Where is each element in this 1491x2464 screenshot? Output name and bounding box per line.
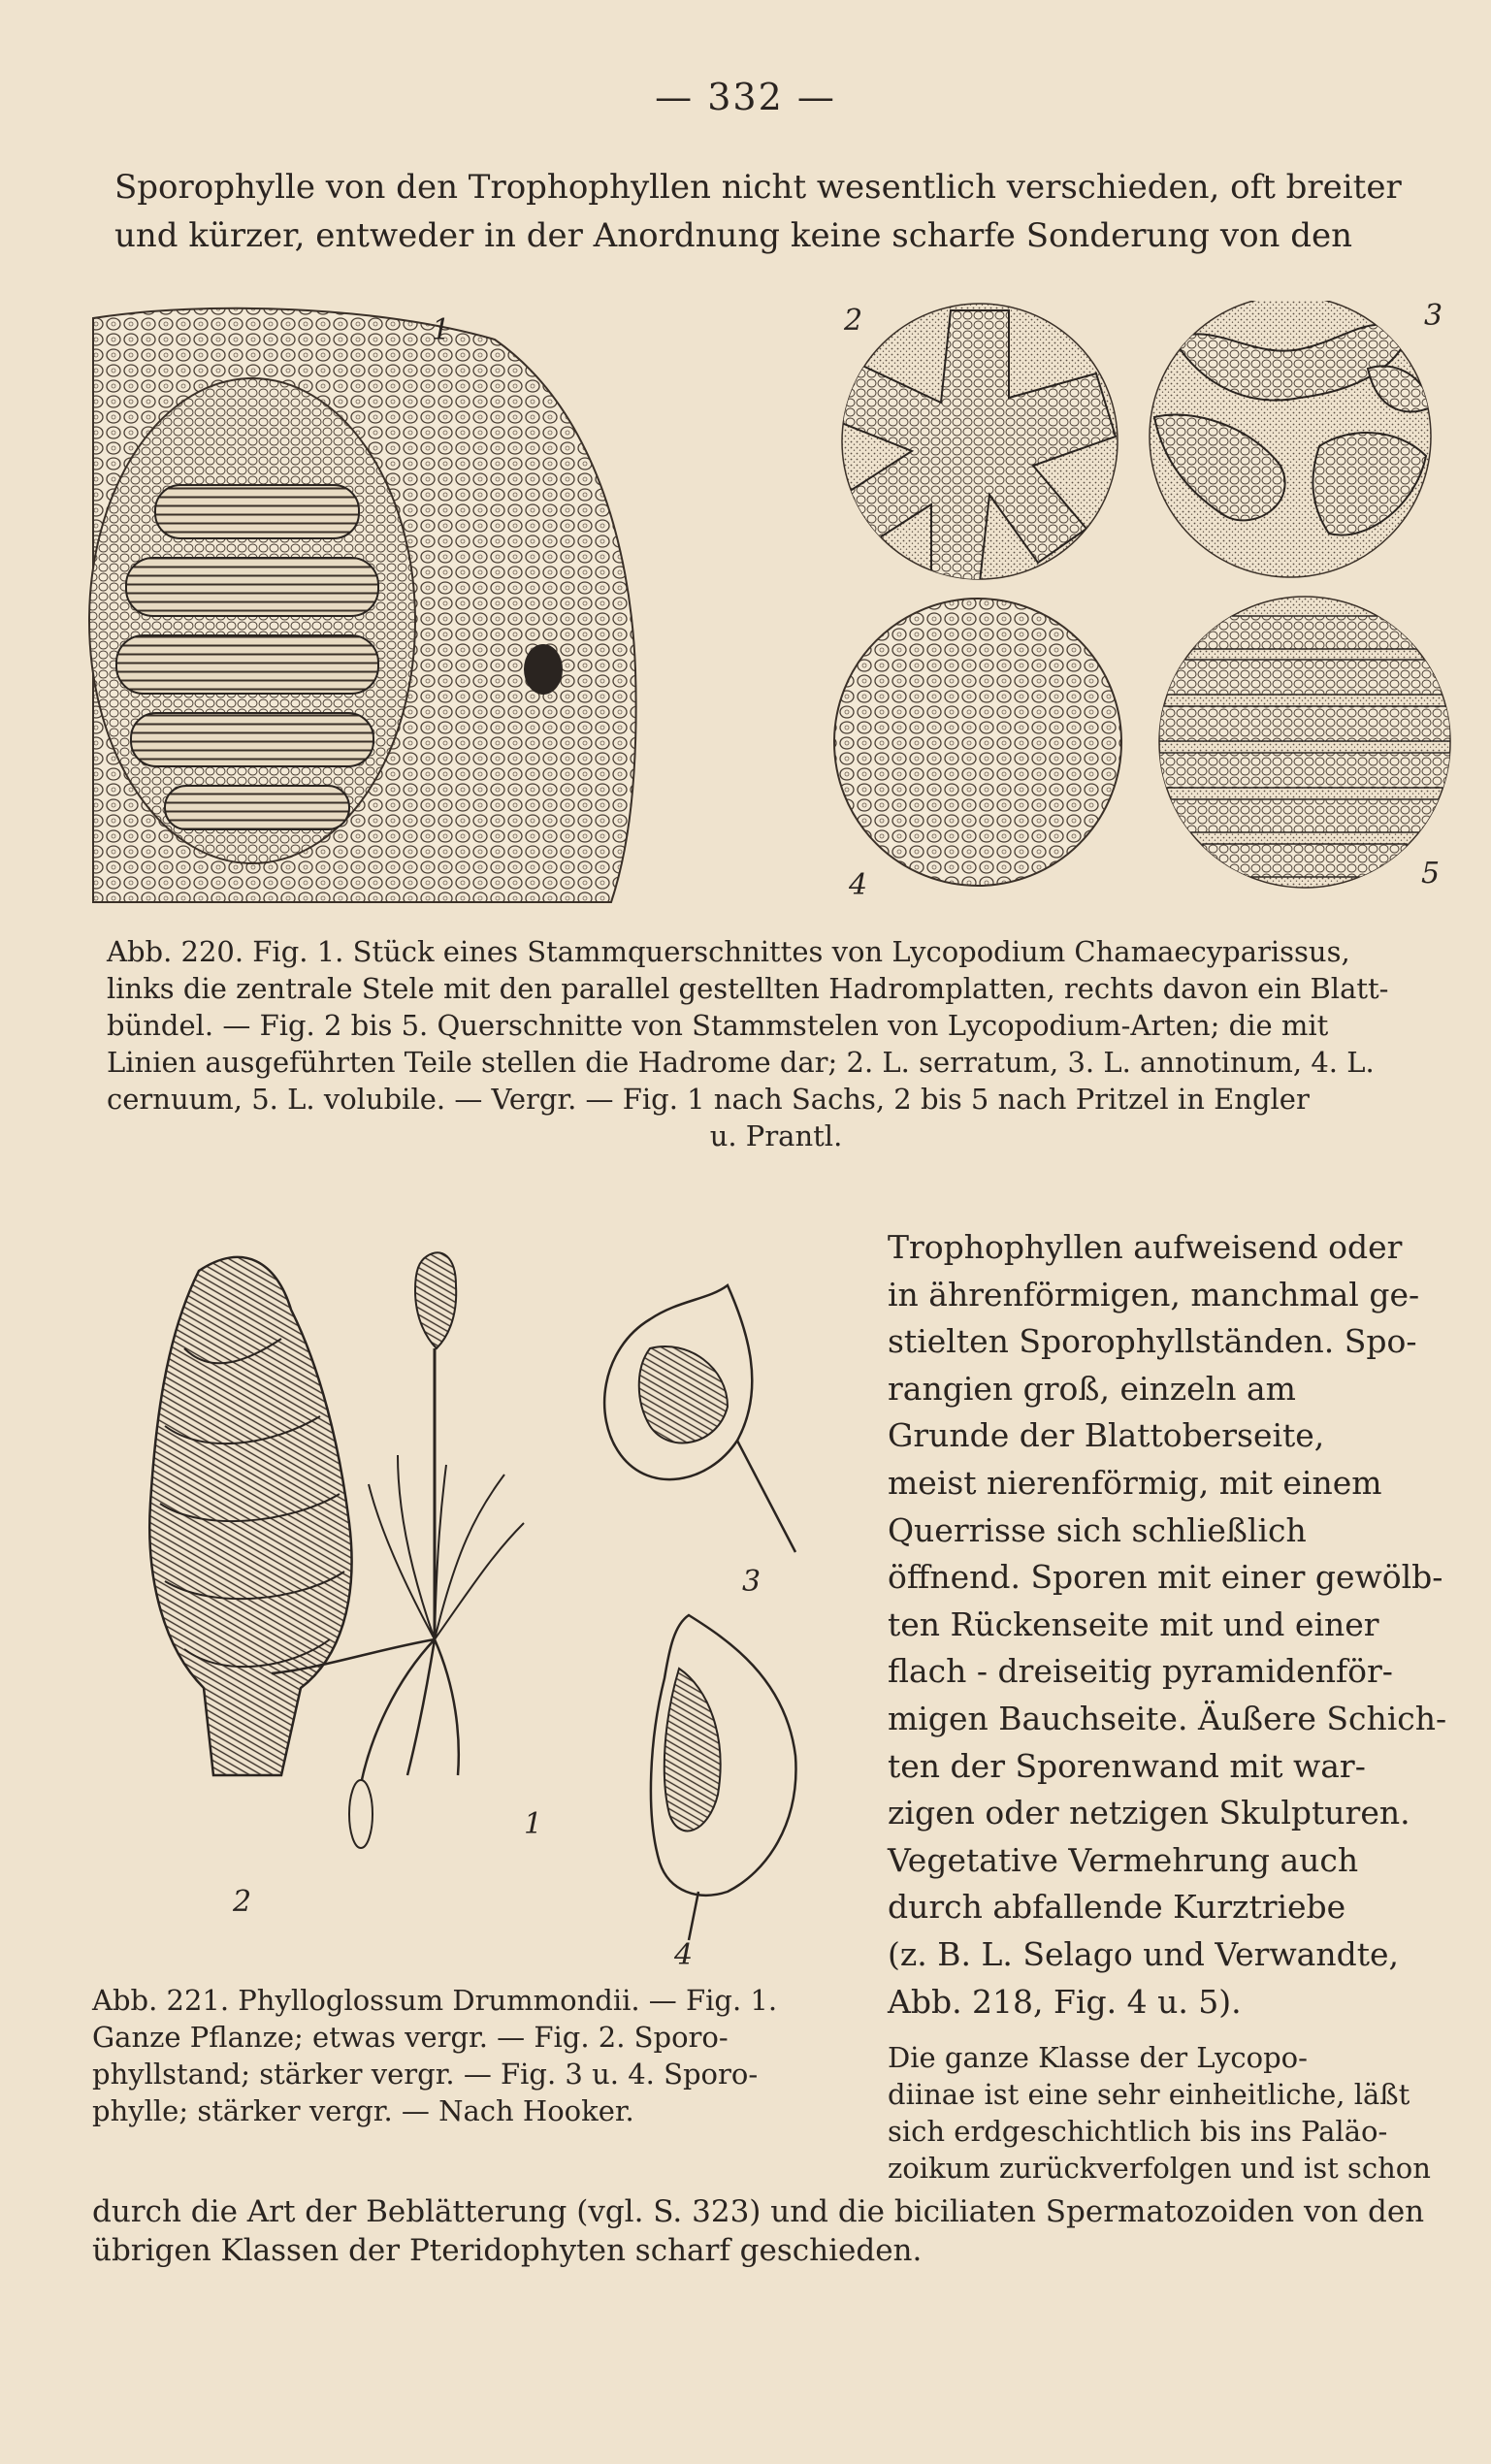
text-line: migen Bauchseite. Äußere Schich- bbox=[888, 1699, 1447, 1737]
text-line: Grunde der Blattoberseite, bbox=[888, 1416, 1325, 1455]
text-line: Vegetative Vermehrung auch bbox=[888, 1840, 1359, 1879]
figure-220-illustration bbox=[87, 301, 1455, 912]
text-line: Die ganze Klasse der Lycopo- bbox=[888, 2041, 1308, 2074]
top-paragraph bbox=[114, 163, 1434, 260]
svg-text:4: 4 bbox=[674, 1938, 694, 1972]
svg-text:1: 1 bbox=[524, 1807, 543, 1841]
text-line: ten der Sporenwand mit war- bbox=[888, 1746, 1366, 1785]
fig-4-sporophyll bbox=[651, 1615, 796, 1972]
text-line: zigen oder netzigen Skulpturen. bbox=[888, 1794, 1410, 1832]
caption-line: phylle; stärker vergr. — Nach Hooker. bbox=[92, 2094, 634, 2127]
text-line: öffnend. Sporen mit einer gewölb- bbox=[888, 1558, 1443, 1597]
text-line: ten Rückenseite mit und einer bbox=[888, 1605, 1379, 1643]
caption-line: phyllstand; stärker vergr. — Fig. 3 u. 4. Sporo- bbox=[92, 2058, 759, 2091]
svg-text:2: 2 bbox=[844, 304, 863, 338]
fig-4-lycopodium-cernuum bbox=[834, 599, 1121, 902]
text-line: rangien groß, einzeln am bbox=[888, 1369, 1296, 1408]
caption-line: cernuum, 5. L. volubile. — Vergr. — Fig. 1 nach Sachs, 2 bis 5 nach Pritzel in Engler bbox=[107, 1083, 1310, 1116]
fig-2-lycopodium-serratum bbox=[839, 304, 1118, 582]
caption-line: Abb. 220. Fig. 1. Stück eines Stammquerschnittes von Lycopodium Chamaecyparissus, bbox=[107, 935, 1350, 968]
text-line: flach - dreiseitig pyramidenför- bbox=[888, 1652, 1393, 1691]
figure-221-illustration bbox=[107, 1232, 844, 1979]
text-line: Abb. 218, Fig. 4 u. 5). bbox=[888, 1982, 1242, 2021]
caption-line: Ganze Pflanze; etwas vergr. — Fig. 2. Sporo- bbox=[92, 2021, 729, 2054]
caption-line: links die zentrale Stele mit den parallel gestellten Hadromplatten, rechts davon ein Blatt- bbox=[107, 972, 1389, 1005]
svg-text:3: 3 bbox=[1424, 301, 1443, 333]
svg-text:5: 5 bbox=[1421, 857, 1441, 891]
figure-221-caption bbox=[92, 1982, 834, 2129]
text-line: zoikum zurückverfolgen und ist schon bbox=[888, 2152, 1431, 2185]
caption-line: u. Prantl. bbox=[709, 1119, 843, 1152]
figure-220-caption bbox=[107, 933, 1445, 1154]
text-line: stielten Sporophyllständen. Spo- bbox=[888, 1322, 1417, 1361]
caption-line: Linien ausgeführten Teile stellen die Hadrome dar; 2. L. serratum, 3. L. annotinum, 4. L. bbox=[107, 1046, 1375, 1079]
text-line: Querrisse sich schließlich bbox=[888, 1510, 1307, 1549]
fig-5-lycopodium-volubile bbox=[1159, 597, 1450, 891]
text-line: und kürzer, entweder in der Anordnung keine scharfe Sonderung von den bbox=[114, 216, 1353, 255]
closing-paragraph-right bbox=[888, 2039, 1431, 2187]
text-line: (z. B. L. Selago und Verwandte, bbox=[888, 1934, 1400, 1973]
svg-text:1: 1 bbox=[432, 313, 451, 347]
svg-text:4: 4 bbox=[849, 868, 868, 902]
closing-paragraph-full bbox=[92, 2192, 1431, 2270]
right-column-text bbox=[888, 1224, 1447, 2026]
text-line: sich erdgeschichtlich bis ins Paläo- bbox=[888, 2115, 1388, 2148]
text-line: in ährenförmigen, manchmal ge- bbox=[888, 1275, 1420, 1313]
caption-line: Abb. 221. Phylloglossum Drummondii. — Fig. 1. bbox=[92, 1984, 778, 2017]
svg-text:2: 2 bbox=[233, 1885, 252, 1919]
text-line: übrigen Klassen der Pteridophyten scharf geschieden. bbox=[92, 2233, 923, 2268]
text-line: Trophophyllen aufweisend oder bbox=[888, 1228, 1403, 1266]
caption-line: bündel. — Fig. 2 bis 5. Querschnitte von Stammstelen von Lycopodium-Arten; die mit bbox=[107, 1009, 1329, 1042]
text-line: meist nierenförmig, mit einem bbox=[888, 1463, 1382, 1502]
svg-text:3: 3 bbox=[742, 1565, 762, 1599]
text-line: diinae ist eine sehr einheitliche, läßt bbox=[888, 2078, 1410, 2111]
page-number: — 332 — bbox=[655, 76, 836, 118]
fig-3-lycopodium-annotinum bbox=[1150, 301, 1442, 577]
text-line: durch die Art der Beblätterung (vgl. S. 323) und die biciliaten Spermatozoiden von den bbox=[92, 2194, 1425, 2229]
fig-1-stem-section bbox=[89, 308, 636, 902]
text-line: durch abfallende Kurztriebe bbox=[888, 1888, 1346, 1927]
fig-2-sporophyll-stand bbox=[149, 1257, 351, 1919]
text-line: Sporophylle von den Trophophyllen nicht wesentlich verschieden, oft breiter bbox=[114, 168, 1402, 207]
fig-3-sporophyll bbox=[604, 1285, 795, 1599]
